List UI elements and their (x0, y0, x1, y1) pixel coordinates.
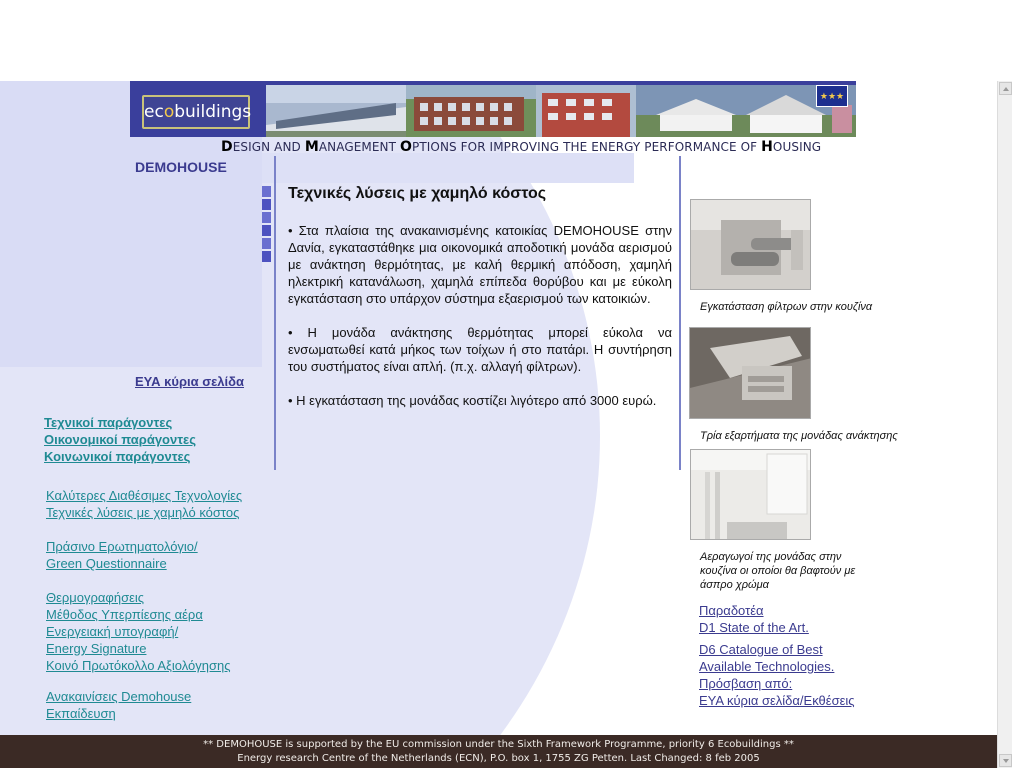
caption-recovery-parts: Τρία εξαρτήματα της μονάδας ανάκτησης (700, 430, 898, 442)
divider-left (274, 156, 276, 470)
deco-block (262, 186, 271, 197)
vertical-scrollbar[interactable] (997, 81, 1012, 768)
header-banner (130, 81, 856, 137)
decorative-blocks (262, 186, 271, 264)
sidebar-link-low-cost-solutions[interactable]: Τεχνικές λύσεις με χαμηλό κόστος (46, 505, 240, 520)
scroll-down-button[interactable] (999, 754, 1012, 767)
photo-recovery-parts-image (690, 328, 811, 419)
background-band-2 (262, 153, 634, 183)
main-content (288, 185, 672, 426)
logo-text-pre: ec (144, 102, 164, 122)
caption-ducts: Αεραγωγοί της μονάδας στην κουζίνα οι οποίοι θα βαφτούν με άσπρο χρώμα (700, 551, 856, 591)
available-technologies-link[interactable]: Available Technologies. (699, 659, 835, 674)
sidebar-link-green-questionnaire-en[interactable]: Green Questionnaire (46, 556, 167, 571)
tagline-d: D (221, 139, 233, 155)
chevron-up-icon (1003, 87, 1009, 91)
deco-block (262, 212, 271, 223)
logo-text-post: buildings (174, 102, 252, 122)
banner-photo-brick-building (406, 85, 536, 137)
sidebar-link-energy-signature-gr[interactable]: Ενεργειακή υπογραφή/ (46, 624, 179, 639)
logo-text-o: o (163, 102, 175, 122)
demohouse-title: DEMOHOUSE (135, 159, 227, 175)
photo-kitchen-filters-image (691, 200, 811, 290)
sidebar-link-best-technologies[interactable]: Καλύτερες Διαθέσιμες Τεχνολογίες (46, 488, 243, 503)
photo-ducts-kitchen (690, 449, 811, 540)
chevron-down-icon (1003, 759, 1009, 763)
photo-ducts-kitchen-image (691, 450, 811, 540)
sidebar-link-demohouse-renovations[interactable]: Ανακαινίσεις Demohouse (46, 689, 192, 704)
paragraph-installation: • Η μονάδα ανάκτησης θερμότητας μπορεί εύκολα να ενσωματωθεί κατά μήκος των τοίχων ή στο πατάρι. Η συντήρηση του συστήματος είναι απλή. (π.χ. αλλαγή φίλτρων). (288, 325, 672, 374)
social-factors-link[interactable]: Κοινωνικοί παράγοντες (44, 449, 191, 464)
ecobuildings-logo[interactable] (142, 95, 250, 129)
deliverables-links (699, 602, 899, 709)
footer-line-1: ** DEMOHOUSE is supported by the EU commission under the Sixth Framework Programme, priority 6 Ecobuildings ** (203, 739, 794, 750)
site-tagline (221, 139, 821, 155)
sidebar-link-blower-door[interactable]: Μέθοδος Υπερπίεσης αέρα (46, 607, 203, 622)
sidebar-link-thermography[interactable]: Θερμογραφήσεις (46, 590, 145, 605)
tagline-esign: ESIGN AND (232, 140, 305, 154)
tagline-anagement: ANAGEMENT (318, 140, 400, 154)
sidebar-link-common-protocol[interactable]: Κοινό Πρωτόκολλο Αξιολόγησης (46, 658, 231, 673)
tagline-ousing: OUSING (772, 140, 822, 154)
sidebar-link-training[interactable]: Εκπαίδευση (46, 706, 116, 721)
scroll-up-button[interactable] (999, 82, 1012, 95)
deco-block (262, 199, 271, 210)
deco-block (262, 251, 271, 262)
photo-recovery-parts (689, 327, 811, 419)
deco-block (262, 238, 271, 249)
caption-kitchen-filters: Εγκατάσταση φίλτρων στην κουζίνα (700, 301, 873, 313)
deliverables-link[interactable]: Παραδοτέα (699, 603, 764, 618)
divider-right (679, 156, 681, 470)
footer-line-2: Energy research Centre of the Netherlands (ECN), P.O. box 1, 1755 ZG Petten. Last Changed: 8 feb 2005 (237, 753, 760, 764)
eu-flag-icon: ★★★ (816, 85, 848, 107)
economic-factors-link[interactable]: Οικονομικοί παράγοντες (44, 432, 196, 447)
technical-factors-link[interactable]: Τεχνικοί παράγοντες (44, 415, 173, 430)
deco-block (262, 225, 271, 236)
tagline-m: M (304, 139, 319, 155)
eya-main-page-link[interactable]: ΕΥΑ κύρια σελίδα (135, 374, 245, 389)
d1-state-of-art-link[interactable]: D1 State of the Art. (699, 620, 809, 635)
d6-catalogue-link[interactable]: D6 Catalogue of Best (699, 642, 823, 657)
banner-photo-modern-building (266, 85, 406, 137)
factors-nav (44, 414, 196, 465)
tagline-ptions: PTIONS FOR IMPROVING THE ENERGY PERFORMANCE OF (412, 140, 762, 154)
banner-photo-strip (266, 85, 856, 137)
access-from-link[interactable]: Πρόσβαση από: (699, 676, 793, 691)
photo-kitchen-filters (690, 199, 811, 290)
paragraph-cost: • Η εγκατάσταση της μονάδας κοστίζει λιγότερο από 3000 ευρώ. (288, 393, 657, 408)
page-title: Τεχνικές λύσεις με χαμηλό κόστος (288, 185, 547, 202)
banner-photo-red-building (536, 85, 636, 137)
tagline-o: O (399, 139, 412, 155)
sidebar-link-green-questionnaire-gr[interactable]: Πράσινο Ερωτηματολόγιο/ (46, 539, 198, 554)
sidebar-link-energy-signature-en[interactable]: Energy Signature (46, 641, 147, 656)
eya-exhibitions-link[interactable]: ΕΥΑ κύρια σελίδα/Εκθέσεις (699, 693, 855, 708)
tagline-h: H (761, 139, 773, 155)
paragraph-ventilation-unit: • Στα πλαίσια της ανακαινισμένης κατοικίας DEMOHOUSE στην Δανία, εγκαταστάθηκε μια οικονομικά αποδοτική μονάδα αερισμού με ανάκτηση θερμότητας, με καλή θερμική απόδοση, χαμηλή ηλεκτρική κατανάλωση, χαμηλά επίπεδα θορύβου και με εύκολη εγκατάσταση στο υπάρχον σύστημα εξαερισμού των κατοικιών. (288, 223, 672, 306)
sidebar-links (46, 487, 286, 722)
footer (0, 735, 997, 768)
